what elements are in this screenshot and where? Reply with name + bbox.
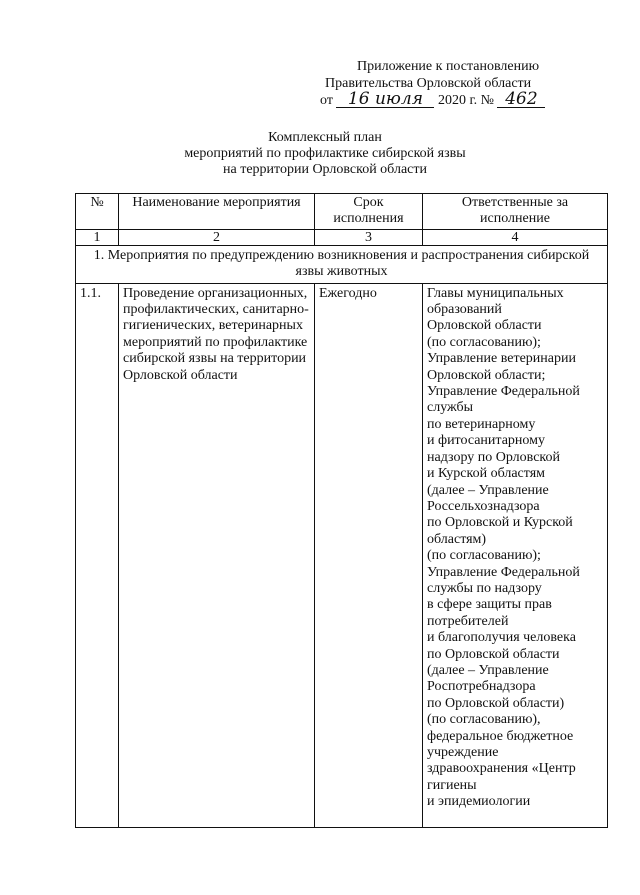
responsible-line: службы по надзору	[427, 580, 542, 596]
row-responsible	[423, 283, 608, 827]
column-number-row	[76, 229, 608, 245]
responsible-line: Управление Федеральной	[427, 384, 580, 400]
responsible-line: службы	[427, 400, 474, 416]
responsible-line: (по согласованию),	[427, 712, 541, 728]
row-term: Ежегодно	[315, 283, 423, 827]
responsible-line: и фитосанитарному	[427, 433, 546, 449]
responsible-line: надзору по Орловской	[427, 449, 560, 465]
responsible-line: Россельхознадзора	[427, 498, 540, 514]
header-name: Наименование мероприятия	[119, 194, 315, 230]
responsible-line: областям)	[427, 531, 487, 547]
responsible-line: по ветеринарному	[427, 416, 536, 432]
header-term: Срок исполнения	[315, 194, 423, 230]
responsible-line: и благополучия человека	[427, 630, 576, 646]
responsible-line: (по согласованию);	[427, 548, 541, 564]
responsible-line: и эпидемиологии	[427, 794, 531, 810]
responsible-line: по Орловской и Курской	[427, 515, 573, 531]
responsible-line: Управление Федеральной	[427, 564, 580, 580]
title-line-3: на территории Орловской области	[223, 162, 427, 177]
responsible-line: (далее – Управление	[427, 482, 549, 498]
column-number: 4	[423, 229, 608, 245]
responsible-line: здравоохранения «Центр	[427, 761, 576, 777]
responsible-line: Орловской области;	[427, 367, 546, 383]
responsible-line: Орловской области	[427, 318, 542, 334]
from-label: от	[320, 93, 333, 108]
responsible-line: Роспотребнадзора	[427, 679, 536, 695]
responsible-line: по Орловской области	[427, 646, 560, 662]
responsible-line: (далее – Управление	[427, 662, 549, 678]
responsible-line: и Курской областям	[427, 466, 545, 482]
responsible-line: Управление ветеринарии	[427, 351, 576, 367]
column-number: 3	[315, 229, 423, 245]
responsible-line: федеральное бюджетное	[427, 728, 574, 744]
responsible-line: потребителей	[427, 613, 509, 629]
column-number: 2	[119, 229, 315, 245]
header-row	[76, 194, 608, 230]
header-num: №	[76, 194, 119, 230]
row-num: 1.1.	[76, 283, 119, 827]
responsible-line: образований	[427, 302, 502, 318]
title-line-2: мероприятий по профилактике сибирской язвы	[184, 146, 466, 161]
appendix-line-1: Приложение к постановлению	[357, 59, 540, 74]
title-line-1: Комплексный план	[268, 130, 382, 145]
handwritten-number: 462	[497, 92, 545, 108]
appendix-line-3	[320, 89, 570, 109]
responsible-line: Главы муниципальных	[427, 285, 564, 301]
section-title: 1. Мероприятия по предупреждению возникновения и распространения сибирской язвы животных	[76, 245, 608, 283]
responsible-line: гигиены	[427, 777, 477, 793]
responsible-line: по Орловской области)	[427, 695, 565, 711]
row-name: Проведение организационных, профилактических, санитарно-гигиенических, ветеринарных мероприятий по профилактике сибирской язвы на территории Орловской области	[119, 283, 315, 827]
year-label: 2020 г. №	[437, 93, 494, 108]
handwritten-date: 16 июля	[336, 92, 434, 108]
column-number: 1	[76, 229, 119, 245]
responsible-line: учреждение	[427, 745, 499, 760]
plan-table	[75, 193, 608, 828]
document-title	[0, 130, 640, 178]
responsible-line: (по согласованию);	[427, 334, 541, 350]
appendix-block	[320, 58, 570, 109]
responsible-line: в сфере защиты прав	[427, 597, 552, 613]
table-row	[76, 283, 608, 827]
appendix-line-2: Правительства Орловской области	[325, 76, 532, 91]
header-responsible: Ответственные за исполнение	[423, 194, 608, 230]
section-row	[76, 245, 608, 283]
